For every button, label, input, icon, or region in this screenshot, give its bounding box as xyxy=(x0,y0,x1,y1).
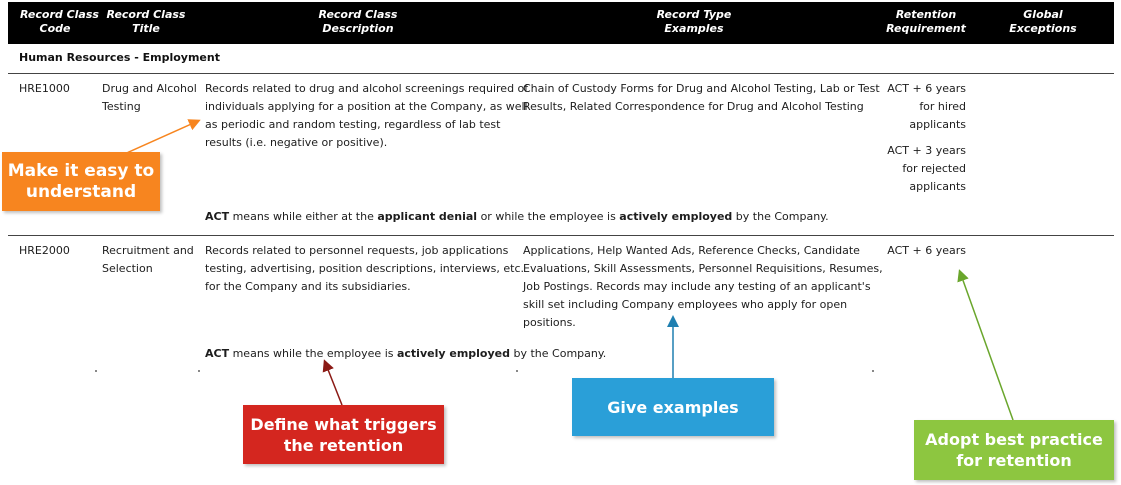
row1-description: Records related to drug and alcohol screenings required of individuals applying for a position at the Company, as well as periodic and random testing, regardless of lab test results (i.e. negative or positive). xyxy=(205,82,529,149)
header-title: Record Class Title xyxy=(106,8,186,35)
row1-code: HRE1000 xyxy=(19,82,70,95)
row1-examples: Chain of Custody Forms for Drug and Alcohol Testing, Lab or Test Results, Related Correspondence for Drug and Alcohol Testing xyxy=(523,82,880,113)
header-description: Record Class Description xyxy=(318,8,398,35)
row2-act-note: ACT means while the employee is actively employed by the Company. xyxy=(205,347,607,360)
row2-code: HRE2000 xyxy=(19,244,70,257)
row2-retention: ACT + 6 years xyxy=(887,244,966,257)
header-examples: Record Type Examples xyxy=(656,8,732,35)
row2-title: Recruitment and Selection xyxy=(102,244,194,275)
row1-retention: ACT + 6 years for hired applicants ACT + 3 years for rejected applicants xyxy=(887,82,966,193)
row1-act-note: ACT means while either at the applicant denial or while the employee is actively employed by the Company. xyxy=(205,210,829,223)
row1-title: Drug and Alcohol Testing xyxy=(102,82,197,113)
callout-give-examples: Give examples xyxy=(572,378,774,436)
callout-best-practice: Adopt best practice for retention xyxy=(914,420,1114,480)
section-title: Human Resources - Employment xyxy=(19,51,220,64)
callout-easy-to-understand: Make it easy to understand xyxy=(2,152,160,211)
arrow-trigger xyxy=(325,362,342,405)
arrow-best xyxy=(960,272,1013,420)
header-retention: Retention Requirement xyxy=(886,8,966,35)
row2-description: Records related to personnel requests, job applications testing, advertising, position descriptions, interviews, etc. for the Company and its subsidiaries. xyxy=(205,244,525,293)
arrow-easy xyxy=(120,121,198,156)
callout-define-trigger: Define what triggers the retention xyxy=(243,405,444,464)
header-code: Record Class Code xyxy=(20,8,99,35)
row2-examples: Applications, Help Wanted Ads, Reference Checks, Candidate Evaluations, Skill Assessments, Personnel Requisitions, Resumes, Job Postings. Records may include any testing of an applicant's skill set including Company employees who apply for open positions. xyxy=(523,244,883,329)
header-exceptions: Global Exceptions xyxy=(1009,8,1077,35)
